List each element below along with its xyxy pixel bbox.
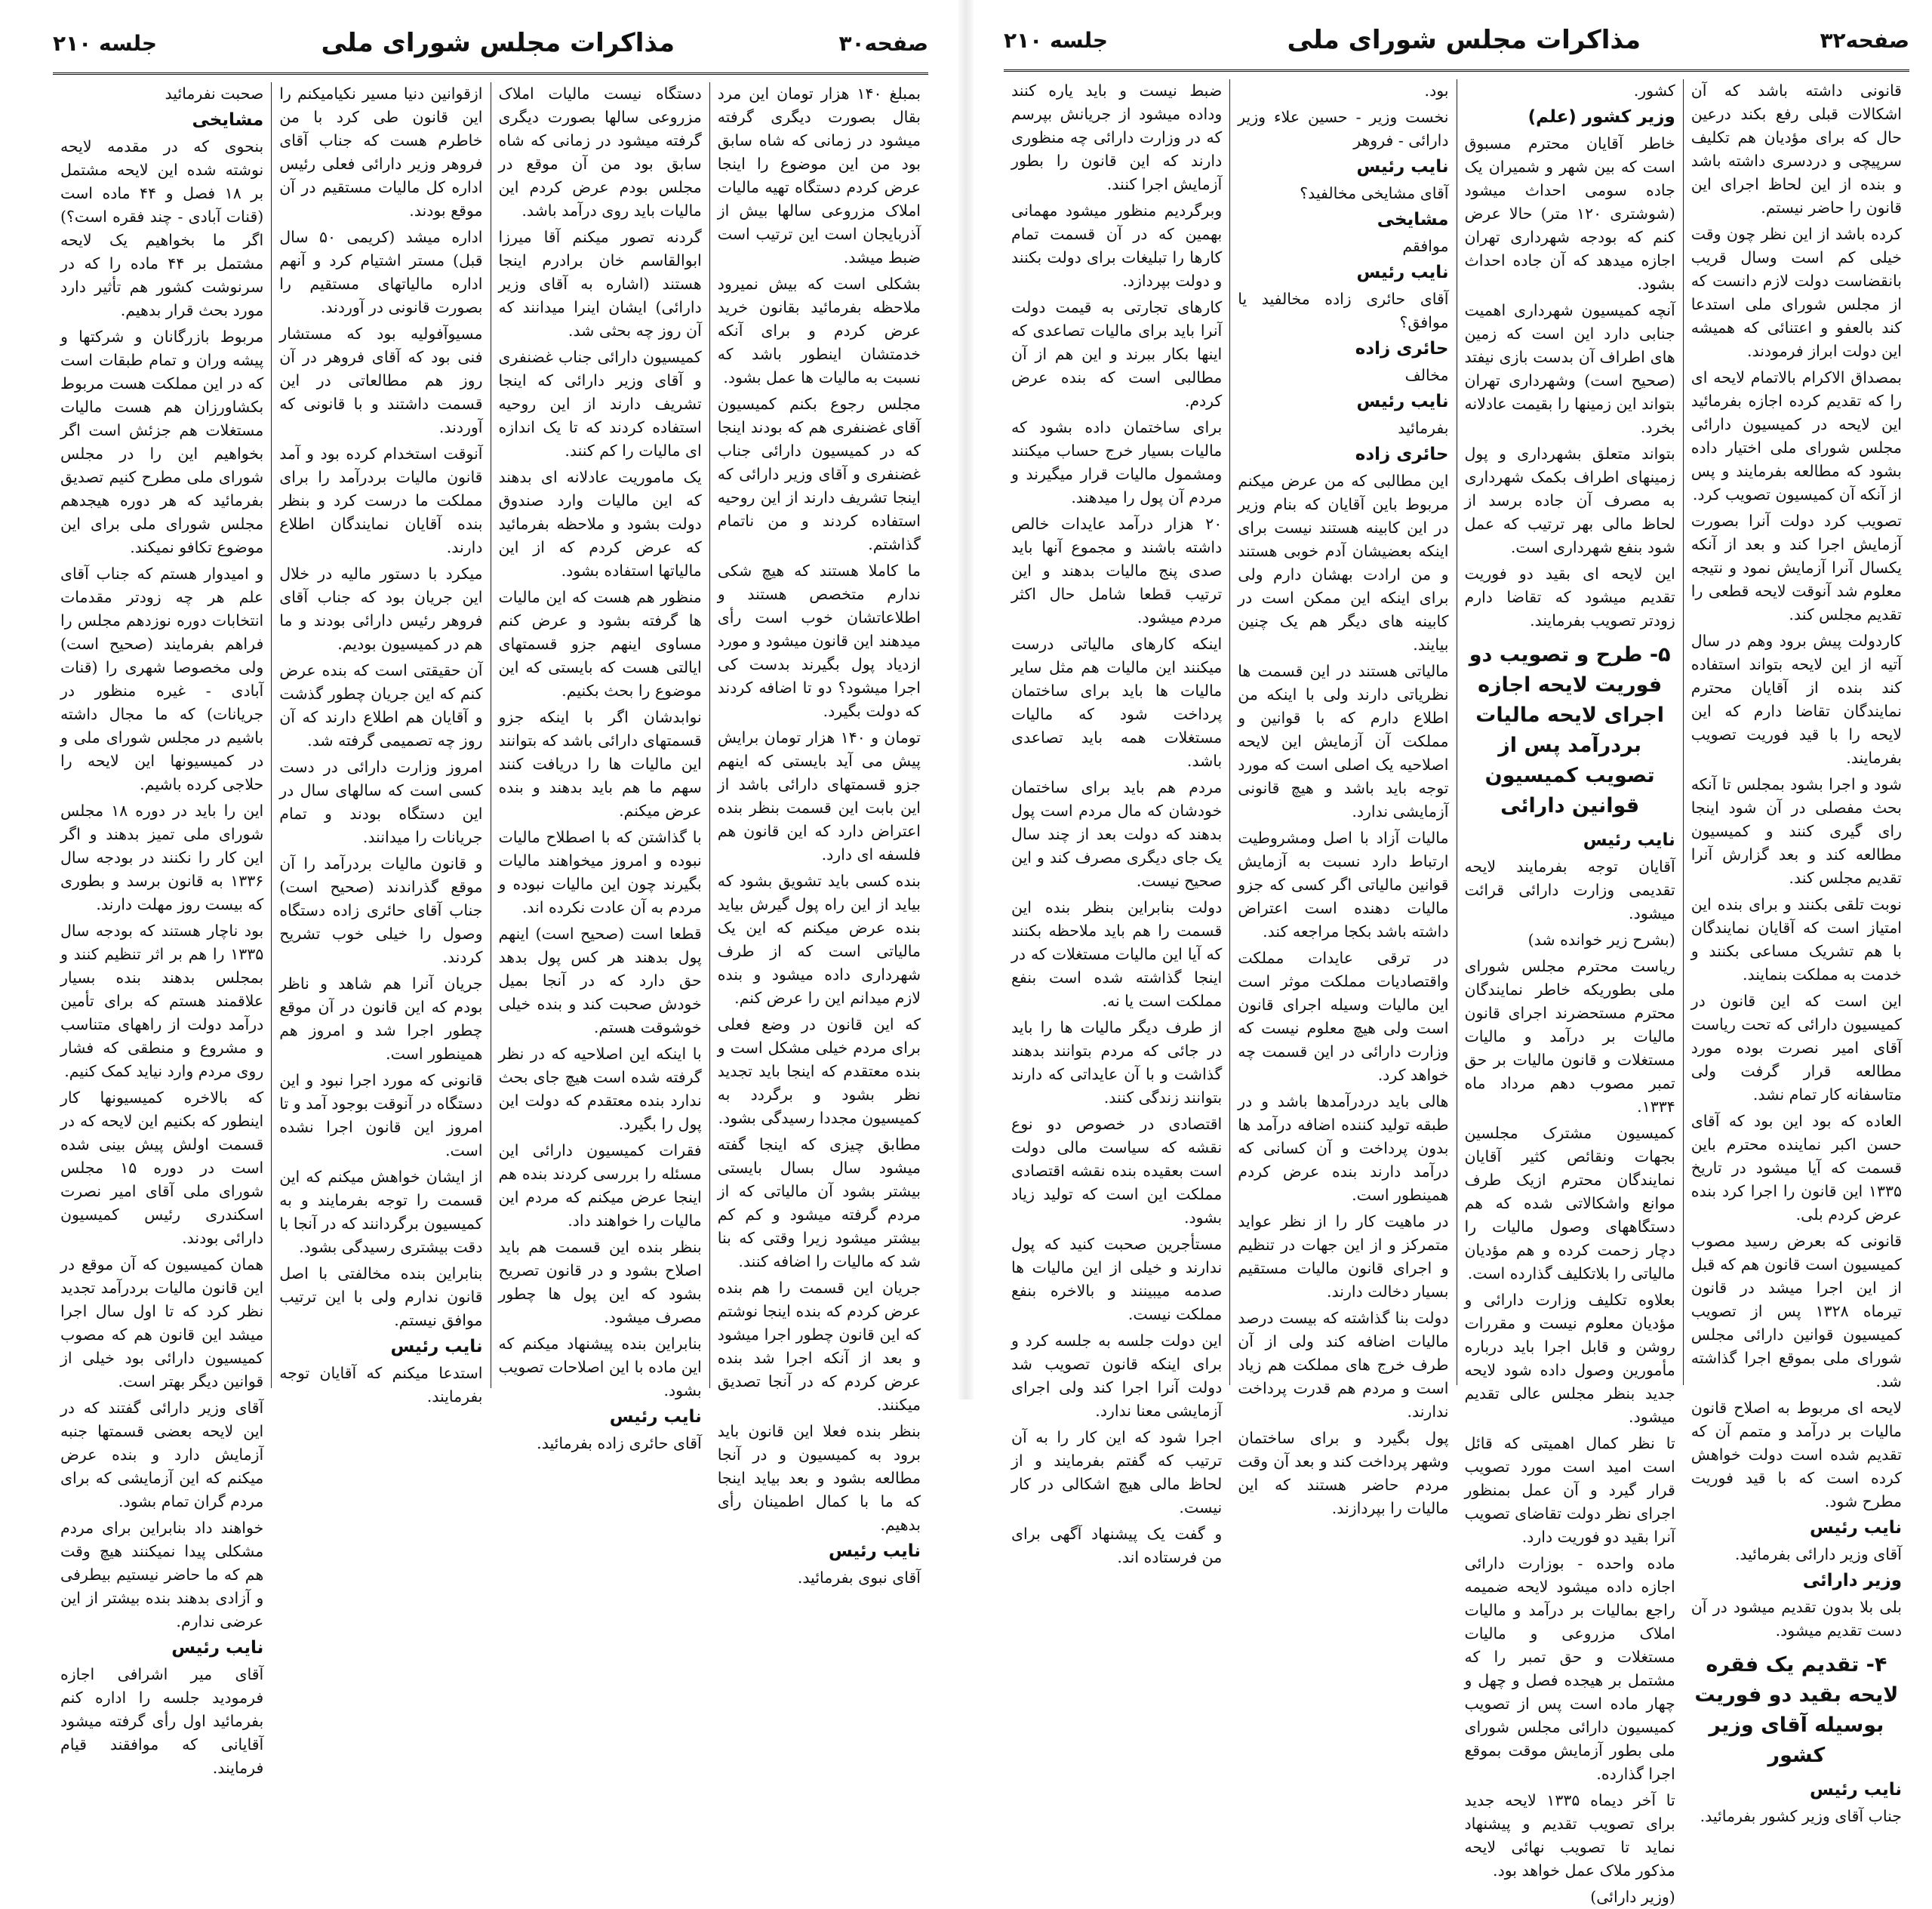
paragraph: مطابق چیزی که اینجا گفته میشود سال بسال بایستی بیشتر بشود آن مالیاتی که از مردم گرفته میشود و کم کم بیشتر میشود زیرا وقتی که بنا شد که مالیات را اضافه کنند. bbox=[717, 1135, 921, 1270]
left-page-columns bbox=[53, 82, 928, 1777]
paragraph: مسیوآفولیه بود که مستشار فنی بود که آقای فروهر در آن روز هم مطالعاتی در این قسمت داشتند و با قانونی که آوردند. bbox=[279, 325, 483, 436]
paragraph: آقایان توجه بفرمایند لایحه تقدیمی وزارت دارائی قرائت میشود. bbox=[1464, 858, 1675, 922]
paragraph: تصویب کرد دولت آنرا بصورت آزمایش اجرا کند و بعد از آنکه یکسال آنرا آزمایش نمود و نتیجه معلوم شد آنوقت لایحه قطعی را تقدیم مجلس کند. bbox=[1690, 512, 1902, 624]
running-title: مذاکرات مجلس شورای ملی bbox=[321, 28, 675, 58]
paragraph: اجرا شود که این کار را به آن ترتیب که گفتم بفرمایند و از لحاظ مالی هیچ اشکالی در کار نیست. bbox=[1011, 1428, 1223, 1516]
paragraph: نخست وزیر - حسین علاء وزیر دارائی - فروهر bbox=[1238, 108, 1449, 149]
paragraph: جریان آنرا هم شاهد و ناظر بودم که این قانون در آن موقع چطور اجرا شد و امروز هم همینطور است. bbox=[279, 975, 483, 1063]
speaker-name: نایب رئیس bbox=[1809, 1518, 1902, 1538]
paragraph: آنچه کمیسیون شهرداری اهمیت جنابی دارد این است که زمین های اطراف آن بدست بازی نیفتد (صحیح است) وشهرداری تهران بتواند این زمینها را بقیمت عادلانه بخرد. bbox=[1464, 301, 1675, 436]
paragraph: صحبت نفرمائید bbox=[165, 85, 264, 103]
paragraph: استدعا میکنم که آقایان توجه بفرمایند. bbox=[279, 1364, 483, 1406]
paragraph: بنابراین بنده مخالفتی با اصل قانون ندارم ولی با این ترتیب موافق نیستم. bbox=[279, 1264, 483, 1329]
paragraph: لایحه ای مربوط به اصلاح قانون مالیات بر درآمد و متمم آن که تقدیم شده است دولت خواهش کرده است که با قید فوریت مطرح شود. bbox=[1690, 1399, 1902, 1510]
paragraph: ماده واحده - بوزارت دارائی اجازه داده میشود لایحه ضمیمه راجع بمالیات بر درآمد و مالیات املاک مزروعی و مالیات مستغلات و حق تمبر را که مشتمل بر هیجده فصل و چهل و چهار ماده است پس از تصویب کمیسیون دارائی مجلس شورای ملی بطور آزمایش موقت بموقع اجرا گذارده. bbox=[1464, 1554, 1675, 1783]
paragraph: دولت بنا گذاشته که بیست درصد مالیات اضافه کند ولی از آن طرف خرج های مملکت هم زیاد است و مردم هم قدرت پرداخت ندارند. bbox=[1238, 1309, 1449, 1421]
speaker-name: وزیر دارائی bbox=[1802, 1571, 1902, 1590]
speaker-name: نایب رئیس bbox=[828, 1541, 921, 1561]
paragraph: ازقوانین دنیا مسیر نکیامیکنم را این قانون طی کرد با من خاطرم هست که جناب آقای فروهر وزیر دارائی فعلی رئیس اداره کل مالیات مستقیم در آن موقع بودند. bbox=[279, 85, 483, 220]
paragraph: در ترقی عایدات مملکت واقتصادیات مملکت موثر است این مالیات وسیله اجرای قانون است ولی هیچ معلوم نیست که وزارت دارائی در این قسمت چه خواهد کرد. bbox=[1238, 949, 1449, 1084]
text-column bbox=[1229, 79, 1456, 1517]
paragraph: تا آخر دیماه ۱۳۳۵ لایحه جدید برای تصویب تقدیم و پیشنهاد نماید تا تصویب نهائی لایحه مذکور ملاک عمل خواهد بود. bbox=[1464, 1791, 1675, 1880]
speaker-name: نایب رئیس bbox=[1583, 830, 1675, 850]
paragraph: بمبلغ ۱۴۰ هزار تومان این مرد بقال بصورت دیگری گرفته میشود در زمانی که شاه سابق بود من این موضوع را اینجا عرض کردم دستگاه تهیه مالیات املاک مزروعی سالها بیش از آذربایجان است این ترتیب است ضبط میشد. bbox=[717, 85, 921, 266]
paragraph: نوبت تلقی بکنند و برای بنده این امتیاز است که آقایان نمایندگان با هم تشریک مساعی بکنند و خدمت به مملکت بنمایند. bbox=[1690, 895, 1902, 984]
speaker-name: وزیر کشور (علم) bbox=[1527, 107, 1675, 127]
paragraph: بتواند متعلق بشهرداری و پول زمینهای اطراف بکمک شهرداری به مصرف آن جاده برسد از لحاظ مالی بهر ترتیب که عمل شود بنفع شهرداری است. bbox=[1464, 445, 1675, 556]
paragraph: در ماهیت کار را از نظر عواید متمرکز و از این جهات در تنظیم و اجرای قانون مالیات مستقیم بسیار دخالت دارند. bbox=[1238, 1212, 1449, 1301]
right-page bbox=[974, 0, 1932, 1906]
paragraph: کرده باشد از این نظر چون وقت خیلی کم است وسال قریب بانقضاست دولت لازم دانست که از مجلس شورای ملی استدعا کند بالعفو و اعتنائی که همیشه این دولت ابراز فرمودند. bbox=[1690, 225, 1902, 360]
section-heading: ۴- تقدیم یک فقره لایحه بقید دو فوریت بوسیله آقای وزیر کشور bbox=[1694, 1653, 1899, 1767]
speaker-name: حائری زاده bbox=[1355, 445, 1449, 464]
paragraph: آقای وزیر دارائی گفتند که در این لایحه بعضی قسمتها جنبه آزمایش دارد و بنده عرض میکنم که این آزمایشی که برای مردم گران تمام بشود. bbox=[60, 1399, 264, 1510]
paragraph: قطعا است (صحیح است) اینهم پول بدهند هر کس پول بدهد حق دارد که در آنجا بمیل خودش صحبت کند و بنده خیلی خوشوقت هستم. bbox=[498, 925, 702, 1036]
speaker-name: مشایخی bbox=[192, 110, 264, 130]
left-page-header bbox=[53, 14, 928, 75]
paragraph: بنحوی که در مقدمه لایحه نوشته شده این لایحه مشتمل بر ۱۸ فصل و ۴۴ ماده است (قنات آبادی - چند فقره است؟) اگر ما بخواهیم یک لایحه مشتمل بر ۴۴ ماده را که در سرنوشت کشور هم تأثیر دارد مورد بحث قرار بدهیم. bbox=[60, 137, 264, 319]
section-heading: ۵- طرح و تصویب دو فوریت لایحه اجازه اجرای لایحه مالیات بردرآمد پس از تصویب کمیسیون قوانین دارائی bbox=[1469, 643, 1671, 817]
paragraph: اقتصادی در خصوص دو نوع نقشه که سیاست مالی دولت است بعقیده بنده نقشه اقتصادی مملکت این است که تولید زیاد بشود. bbox=[1011, 1115, 1223, 1227]
paragraph: کاردولت پیش برود وهم در سال آتیه از این لایحه بتواند استفاده کند بنده از آقایان محترم نمایندگان تقاضا دارم که این لایحه را با قید فوریت تصویب بفرمایند. bbox=[1690, 632, 1902, 767]
paragraph: خواهند داد بنابراین برای مردم مشکلی پیدا نمیکنند هیچ وقت هم که ما حاضر نیستیم بیطرفی و آزادی بدهند بنده بیشتر از این عرضی ندارم. bbox=[60, 1519, 264, 1630]
speaker-name: نایب رئیس bbox=[1356, 263, 1449, 282]
speaker-name: حائری زاده bbox=[1355, 339, 1449, 359]
paragraph: کشور. bbox=[1633, 82, 1675, 100]
paragraph: تومان و ۱۴۰ هزار تومان برایش پیش می آید بایستی که اینهم جزو قسمتهای دارائی باشد از این بابت این قسمت بنظر بنده اعتراض دارد که این قانون هم فلسفه ای دارد. bbox=[717, 728, 921, 864]
paragraph: میکرد با دستور مالیه در خلال این جریان بود که جناب آقای فروهر رئیس دارائی بودند و ما هم در کمیسیون بودیم. bbox=[279, 565, 483, 653]
paragraph: این مطالبی که من عرض میکنم مربوط باین آقایان که بنام وزیر در این کابینه هستند نیست برای اینکه بعضیشان آدم خوبی هستند و من ارادت بهشان دارم ولی برای اینکه این ممکن است در کابینه های دیگر هم یک چنین بیایند. bbox=[1238, 472, 1449, 654]
paragraph: وبرگردیم منظور میشود مهمانی بهمین که در آن قسمت تمام کارها را تبلیغات برای دولت بکنند و دولت بپردازد. bbox=[1011, 202, 1223, 290]
paragraph: یک ماموریت عادلانه ای بدهند که این مالیات وارد صندوق دولت بشود و ملاحظه بفرمائید که عرض کردم که از این مالیاتها استفاده بشود. bbox=[498, 468, 702, 580]
paragraph: آقای وزیر دارائی بفرمائید. bbox=[1734, 1545, 1902, 1563]
paragraph: امروز وزارت دارائی در دست کسی است که سالهای سال در این دستگاه بودند و تمام جریانات را میدانند. bbox=[279, 758, 483, 846]
speaker-name: نایب رئیس bbox=[171, 1638, 264, 1658]
paragraph: گردنه تصور میکنم آقا میرزا ابوالقاسم خان برادرم اینجا هستند (اشاره به آقای وزیر دارائی) ایشان اینرا میدانند که آن روز چه بحثی شد. bbox=[498, 228, 702, 340]
paragraph: جناب آقای وزیر کشور بفرمائید. bbox=[1700, 1807, 1902, 1825]
speaker-name: نایب رئیس bbox=[609, 1407, 702, 1427]
paragraph: کمیسیون دارائی جناب غضنفری و آقای وزیر دارائی که اینجا تشریف دارند از این روحیه استفاده کردند که تا یک اندازه ای مالیات را کم کنند. bbox=[498, 348, 702, 460]
speaker-name: نایب رئیس bbox=[390, 1337, 483, 1356]
paragraph: خاطر آقایان محترم مسبوق است که بین شهر و شمیران یک جاده سومی احداث میشود (شوشتری ۱۲۰ متر) حالا عرض کنم که بودجه شهرداری تهران اجازه میدهد که آن جاده احداث بشود. bbox=[1464, 134, 1675, 293]
paragraph: (وزیر دارائی) bbox=[1590, 1888, 1675, 1906]
page-number: صفحه۳۲ bbox=[1820, 27, 1909, 53]
paragraph: فقرات کمیسیون دارائی این مسئله را بررسی کردند بنده هم اینجا عرض میکنم که مردم این مالیات را خواهند داد. bbox=[498, 1141, 702, 1230]
page-number: صفحه۳۰ bbox=[838, 30, 928, 56]
paragraph: که بالاخره کمیسیونها کار اینطور که بکنیم این لایحه که در قسمت اولش پیش بینی شده است در دوره ۱۵ مجلس شورای ملی آقای امیر نصرت اسکندری رئیس کمیسیون دارائی بودند. bbox=[60, 1088, 264, 1247]
paragraph: ۲۰ هزار درآمد عایدات خالص داشته باشند و مجموع آنها باید صدی پنج مالیات بدهند و این ترتیب قطعا شامل حال اکثر مردم میشود. bbox=[1011, 515, 1223, 627]
speaker-name: نایب رئیس bbox=[1356, 157, 1449, 177]
text-column bbox=[709, 82, 928, 1587]
paragraph: بود. bbox=[1424, 82, 1449, 100]
paragraph: بنده کسی باید تشویق بشود که بیاید از این راه پول گیرش بیاید بنده عرض میکنم که این یک مالیاتی است که از طرف شهرداری داده میشود و بنده لازم میدانم این را عرض کنم. bbox=[717, 872, 921, 1007]
paragraph: مخالف bbox=[1404, 366, 1449, 384]
paragraph: با گذاشتن که با اصطلاح مالیات نبوده و امروز میخواهند مالیات بگیرند چون این مالیات نبوده و مردم به آن عادت نکرده اند. bbox=[498, 828, 702, 916]
running-title: مذاکرات مجلس شورای ملی bbox=[1287, 25, 1641, 55]
paragraph: با اینکه این اصلاحیه که در نظر گرفته شده است هیچ جای بحث ندارد بنده معتقدم که دولت این پول را بگیرد. bbox=[498, 1045, 702, 1133]
paragraph: العاده که بود این بود که آقای حسن اکبر نماینده محترم باین قسمت که آیا میشود در تاریخ ۱۳۳۵ این قانون را اجرا کرد بنده عرض کردم بلی. bbox=[1690, 1112, 1902, 1224]
book-gutter bbox=[958, 0, 974, 1399]
paragraph: که این قانون در وضع فعلی برای مردم خیلی مشکل است و بنده معتقدم که اینجا باید تجدید نظر بشود و برگردد به کمیسیون مجددا رسیدگی بشود. bbox=[717, 1015, 921, 1127]
text-column bbox=[1457, 79, 1683, 1906]
paragraph: از ایشان خواهش میکنم که این قسمت را توجه بفرمایند و به کمیسیون برگردانند که در آنجا با دقت بیشتری رسیدگی بشود. bbox=[279, 1168, 483, 1256]
paragraph: آقای میر اشرافی اجازه فرمودید جلسه را اداره کنم بفرمائید اول رأی گرفته میشود آقایانی که موافقند قیام فرمایند. bbox=[60, 1665, 264, 1777]
paragraph: این را باید در دوره ۱۸ مجلس شورای ملی تمیز بدهند و اگر این کار را نکنند در بودجه سال ۱۳۳۶ به قانون برسد و بطوری که بیست روز مهلت دارند. bbox=[60, 802, 264, 913]
paragraph: بعلاوه تکلیف وزارت دارائی و مؤدیان معلوم نیست و مقررات روشن و قابل اجرا باید درباره مأمورین وصول داده شود لایحه جدید بنظر مجلس عالی تقدیم میشود. bbox=[1464, 1291, 1675, 1426]
speaker-name: مشایخی bbox=[1377, 210, 1449, 229]
paragraph: پول بگیرد و برای ساختمان وشهر پرداخت کند و بعد آن وقت مردم حاضر هستند که این مالیات را بپردازند. bbox=[1238, 1429, 1449, 1517]
paragraph: ریاست محترم مجلس شورای ملی بطوریکه خاطر نمایندگان محترم مستحضرند اجرای قانون مالیات بر درآمد و مالیات مستغلات و قانون مالیات بر حق تمبر مصوب دهم مرداد ماه ۱۳۳۴. bbox=[1464, 957, 1675, 1116]
paragraph: این دولت جلسه به جلسه کرد و برای اینکه قانون تصویب شد دولت آنرا اجرا کند ولی اجرای آزمایشی معنا ندارد. bbox=[1011, 1332, 1223, 1420]
paragraph: آقای نبوی بفرمائید. bbox=[797, 1569, 921, 1587]
paragraph: قانونی داشته باشد که آن اشکالات قبلی رفع بکند درعین حال که برای مؤدیان هم تکلیف سرپیچی و دردسری داشته باشد و بنده از این لحاظ اجرای این قانون را حاضر نیستم. bbox=[1690, 82, 1902, 217]
paragraph: و امیدوار هستم که جناب آقای علم هر چه زودتر مقدمات انتخابات دوره نوزدهم مجلس را فراهم بفرمایند (صحیح است) ولی مخصوصا شهری را (قنات آبادی - غیره منظور در جریانات) که ما مجال داشته باشیم در مجلس شورای ملی و در کمیسیونها این لایحه را حلاجی کرده باشیم. bbox=[60, 565, 264, 793]
paragraph: نوابدشان اگر با اینکه جزو قسمتهای دارائی باشد که بتوانند این مالیات ها را دریافت کنند سهم ما هم باید بدهند و بنده عرض میکنم. bbox=[498, 708, 702, 820]
paragraph: و گفت یک پیشنهاد آگهی برای من فرستاده اند. bbox=[1011, 1525, 1223, 1566]
paragraph: ضبط نیست و باید یاره کنند وداده میشود از جریانش بپرسم که در وزارت دارائی چه منظوری دارند که این قانون را بطور آزمایش اجرا کنند. bbox=[1011, 82, 1223, 193]
paragraph: بنابراین بنده پیشنهاد میکنم که این ماده با این اصلاحات تصویب بشود. bbox=[498, 1335, 702, 1399]
paragraph: آقای حائری زاده مخالفید یا موافق؟ bbox=[1238, 290, 1449, 331]
paragraph: بفرمائید bbox=[1398, 419, 1449, 437]
paragraph: (بشرح زیر خوانده شد) bbox=[1527, 931, 1675, 949]
paragraph: و قانون مالیات بردرآمد را آن موقع گذراندند (صحیح است) جناب آقای حائری زاده دستگاه وصول را خیلی خوب تشریح کردند. bbox=[279, 854, 483, 966]
paragraph: این لایحه ای بقید دو فوریت تقدیم میشود که تقاضا دارم زودتر تصویب بفرمایند. bbox=[1464, 565, 1675, 630]
paragraph: دستگاه نیست مالیات املاک مزروعی سالها بصورت دیگری گرفته میشود در زمانی که شاه سابق بود من آن موقع در مجلس بودم عرض کردم این مالیات باید روی درآمد باشد. bbox=[498, 85, 702, 220]
paragraph: مالیات آزاد با اصل ومشروطیت ارتباط دارد نسبت به آزمایش قوانین مالیاتی اگر کسی که جزو مالیات دهنده است اعتراض داشته باشد بکجا مراجعه کند. bbox=[1238, 829, 1449, 941]
paragraph: از طرف دیگر مالیات ها را باید در جائی که مردم بتوانند بدهند گذاشت و با آن عایداتی که دارند بتوانند زندگی کنند. bbox=[1011, 1018, 1223, 1107]
paragraph: مجلس رجوع بکنم کمیسیون آقای غضنفری هم که بودند اینجا که در کمیسیون دارائی جناب غضنفری و آقای وزیر دارائی که اینجا تشریف دارند از این روحیه استفاده کردند و من ناتمام گذاشتم. bbox=[717, 395, 921, 553]
right-page-columns bbox=[1004, 79, 1909, 1906]
text-column bbox=[271, 82, 490, 1406]
paragraph: این است که این قانون در کمیسیون دارائی که تحت ریاست آقای امیر نصرت بوده مورد مطالعه قرار گرفت ولی متاسفانه کار تمام نشد. bbox=[1690, 992, 1902, 1104]
paragraph: آن حقیقتی است که بنده عرض کنم که این جریان چطور گذشت و آقایان هم اطلاع دارند که آن روز چه تصمیمی گرفته شد. bbox=[279, 661, 483, 750]
paragraph: آقای حائری زاده بفرمائید. bbox=[537, 1434, 702, 1452]
right-page-header bbox=[1004, 11, 1909, 72]
paragraph: قانونی که بعرض رسید مصوب کمیسیون است قانون هم که قبل از این اجرا میشد در قانون تیرماه ۱۳۲۸ پس از تصویب کمیسیون قوانین دارائی مجلس شورای ملی بموقع اجرا گذاشته شد. bbox=[1690, 1232, 1902, 1390]
paragraph: مردم هم باید برای ساختمان خودشان که مال مردم است پول بدهند که دولت بعد از چند سال یک جای دیگری مصرف کند و این صحیح نیست. bbox=[1011, 778, 1223, 890]
paragraph: بنظر بنده این قسمت هم باید اصلاح بشود و در قانون تصریح بشود که این پول ها چطور مصرف میشود. bbox=[498, 1238, 702, 1326]
paragraph: جریان این قسمت را هم بنده عرض کردم که بنده اینجا نوشتم که این قانون چطور اجرا میشود و بعد از آنکه اجرا شد بنده عرض کردم که در آنجا تصدیق میکنند. bbox=[717, 1279, 921, 1414]
text-column bbox=[491, 82, 709, 1452]
paragraph: موافقم bbox=[1402, 237, 1449, 255]
paragraph: اینکه کارهای مالیاتی درست میکنند این مالیات هم مثل سایر مالیات ها باید برای ساختمان پرداخت شود که مالیات مستغلات همه باید تصاعدی باشد. bbox=[1011, 635, 1223, 770]
paragraph: هالی باید دردرآمدها باشد و در طبقه تولید کننده اضافه درآمد ها بدون پرداخت و آن کسانی که درآمد دارند بنده عرض کردم همینطور است. bbox=[1238, 1092, 1449, 1204]
paragraph: آنوقت استخدام کرده بود و آمد قانون مالیات بردرآمد را برای مملکت ما درست کرد و بنظر بنده آقایان نمایندگان اطلاع دارند. bbox=[279, 445, 483, 556]
paragraph: ما کاملا هستند که هیچ شکی ندارم متخصص هستند و اطلاعاتشان خوب است رأی میدهند این قانون میشود و مورد ازدیاد پول بگیرند بدست کی اجرا میشود؟ دو تا اضافه کردند که دولت بگیرد. bbox=[717, 562, 921, 720]
paragraph: تا نظر کمال اهمیتی که قائل است امید است مورد تصویب قرار گیرد و آن عمل بمنظور اجرای نظر دولت تقاضای تصویب آنرا بقید دو فوریت دارد. bbox=[1464, 1434, 1675, 1546]
paragraph: کارهای تجارتی به قیمت دولت آنرا باید برای مالیات تصاعدی که اینها بکار ببرند و این هم از آن مطالبی است که بنده عرض کردم. bbox=[1011, 298, 1223, 410]
paragraph: مالیاتی هستند در این قسمت ها نظریاتی دارند ولی با اینکه من اطلاع دارم که با قوانین و مملکت آن آزمایش این لایحه اصلاحیه یک اصلی است که مورد توجه باید باشد و هیچ قانونی آزمایشی ندارد. bbox=[1238, 662, 1449, 821]
text-column bbox=[1004, 79, 1229, 1566]
paragraph: بلی بلا بدون تقدیم میشود در آن دست تقدیم میشود. bbox=[1690, 1598, 1902, 1640]
text-column bbox=[1683, 79, 1909, 1825]
paragraph: همان کمیسیون که آن موقع در این قانون مالیات بردرآمد تجدید نظر کرد که تا اول سال اجرا میشد این قانون هم که مصوب کمیسیون دارائی بود خیلی از قوانین دیگر بهتر است. bbox=[60, 1255, 264, 1390]
speaker-name: نایب رئیس bbox=[1356, 392, 1449, 411]
paragraph: اداره میشد (کریمی ۵۰ سال قبل) مستر اشتیام کرد و آنهم اداره مالیاتهای مستقیم را بصورت قانونی در آوردند. bbox=[279, 228, 483, 316]
text-column bbox=[53, 82, 271, 1777]
paragraph: مستأجرین صحبت کنید که پول ندارند و خیلی از این مالیات ها صدمه میبینند و بالاخره بنفع مملکت نیست. bbox=[1011, 1235, 1223, 1323]
paragraph: قانونی که مورد اجرا نبود و این دستگاه در آنوقت بوجود آمد و تا امروز این قانون اجرا نشده است. bbox=[279, 1071, 483, 1159]
paragraph: کمیسیون مشترک مجلسین بجهات ونقائص کثیر آقایان نمایندگان محترم ازیک طرف موانع واشکالاتی شده که هم دستگاههای وصول مالیات را دچار زحمت کرده و هم مؤدیان مالیاتی را بلاتکلیف گذارده است. bbox=[1464, 1124, 1675, 1282]
paragraph: دولت بنابراین بنظر بنده این قسمت را هم باید ملاحظه بکنند که آیا این مالیات مستغلات که در اینجا گذاشته شده است بنفع مملکت است یا نه. bbox=[1011, 898, 1223, 1010]
paragraph: مربوط بازرگانان و شرکتها و پیشه وران و تمام طبقات است که در این مملکت هست مربوط بکشاورزان هم هست مالیات مستغلات هم جزئش است اگر بخواهیم این را در مجلس شورای ملی مطرح کنیم تصدیق بفرمائید که هر دوره هیجدهم مجلس شورای ملی برای این موضوع تکافو نمیکند. bbox=[60, 328, 264, 556]
paragraph: شود و اجرا بشود بمجلس تا آنکه بحث مفصلی در آن شود اینجا رای گیری کنند و کمیسیون مطالعه کند و بعد گزارش آنرا تقدیم مجلس کند. bbox=[1690, 775, 1902, 887]
session-number: جلسه ۲۱۰ bbox=[53, 30, 158, 56]
paragraph: بشکلی است که بیش نمیرود ملاحظه بفرمائید بقانون خرید عرض کردم و برای آنکه خدمتشان اینطور باشد که نسبت به مالیات ها عمل بشود. bbox=[717, 275, 921, 386]
paragraph: بنظر بنده فعلا این قانون باید برود به کمیسیون و در آنجا مطالعه بشود و بعد بیاید اینجا که ما با کمال اطمینان رأی بدهیم. bbox=[717, 1422, 921, 1534]
paragraph: بمصداق الاکرام بالاتمام لایحه ای را که تقدیم کرده اجازه بفرمائید این لایحه در کمیسیون دارائی مجلس شورای ملی اختیار داده بشود که مطالعه بفرمایند و پس از آنکه آن کمیسیون تصویب کرد. bbox=[1690, 368, 1902, 503]
paragraph: بود ناچار هستند که بودجه سال ۱۳۳۵ را هم بر اثر تنظیم کنند و بمجلس بدهند بنده بسیار علاقمند هستم که برای تأمین درآمد دولت از راههای متناسب و مشروع و منطقی که فشار روی مردم وارد نیاید کمک کنیم. bbox=[60, 922, 264, 1080]
left-page bbox=[0, 0, 958, 1777]
paragraph: منظور هم هست که این مالیات ها گرفته بشود و عرض کنم مساوی اینهم جزو قسمتهای ایالتی هست که بایستی که این موضوع را بحث بکنیم. bbox=[498, 588, 702, 700]
paragraph: آقای مشایخی مخالفید؟ bbox=[1300, 184, 1449, 202]
speaker-name: نایب رئیس bbox=[1809, 1780, 1902, 1800]
session-number: جلسه ۲۱۰ bbox=[1004, 27, 1109, 53]
paragraph: برای ساختمان داده بشود که مالیات بسیار خرج حساب میکنند ومشمول مالیات قرار میگیرند و مردم آن پول را میدهند. bbox=[1011, 418, 1223, 507]
